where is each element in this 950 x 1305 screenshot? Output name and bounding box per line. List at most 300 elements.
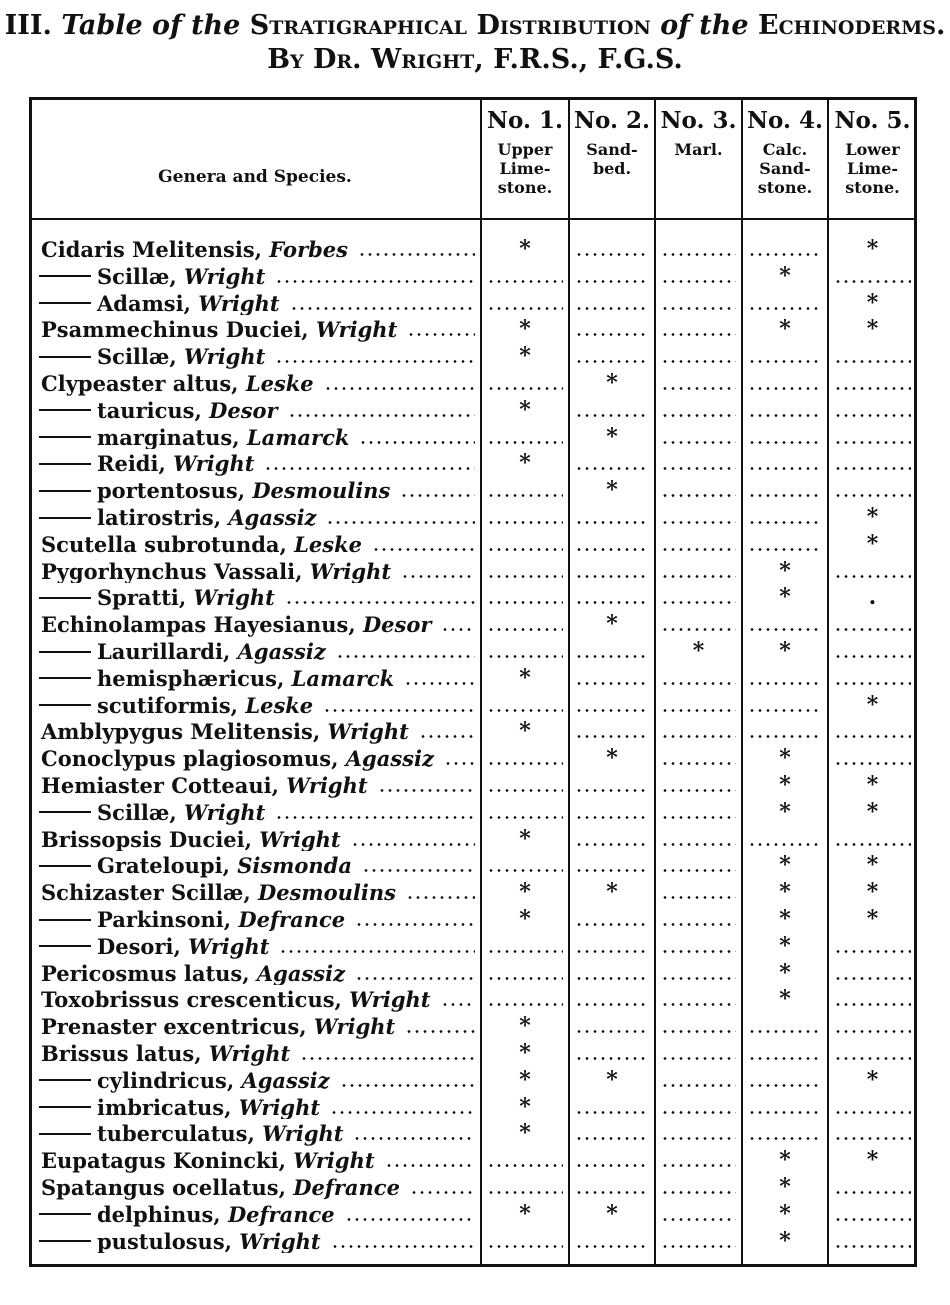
species-author: Wright — [173, 451, 255, 477]
table-row — [29, 1119, 917, 1146]
column-header-3 — [655, 97, 742, 159]
species-label — [29, 342, 479, 369]
occurrence-star: * — [779, 557, 791, 584]
occurrence-star: * — [779, 1174, 791, 1200]
mark-cell — [481, 610, 569, 637]
mark-cell — [828, 825, 917, 852]
species-text — [39, 1121, 343, 1146]
table-row — [29, 744, 917, 771]
table-row — [29, 851, 917, 878]
mark-cell — [569, 1227, 655, 1254]
mark-cell — [742, 503, 828, 530]
mark-cell — [742, 557, 828, 584]
species-label — [29, 1093, 479, 1120]
table-row — [29, 1200, 917, 1227]
species-label — [29, 959, 479, 986]
occurrence-star: * — [606, 879, 618, 906]
ditto-dash — [39, 1079, 91, 1081]
mark-cell — [569, 985, 655, 1012]
mark-cell — [569, 637, 655, 664]
mark-cell — [655, 262, 742, 289]
mark-cell — [481, 637, 569, 664]
occurrence-star: * — [866, 289, 879, 316]
mark-cell — [742, 825, 828, 852]
species-label — [29, 476, 479, 503]
leader-dots — [372, 548, 475, 551]
leader-dots — [330, 1111, 475, 1114]
species-name: Brissopsis Duciei, — [41, 826, 252, 852]
occurrence-star: * — [519, 343, 531, 370]
cell-dots — [748, 307, 822, 310]
mark-cell — [742, 771, 828, 798]
mark-cell — [742, 664, 828, 691]
cell-dots — [575, 1191, 649, 1194]
mark-cell — [569, 1066, 655, 1093]
cell-dots — [575, 816, 649, 819]
mark-cell — [655, 1093, 742, 1120]
mark-cell — [742, 289, 828, 316]
mark-cell — [569, 610, 655, 637]
table-bottom-border — [29, 1264, 917, 1267]
leader-dots — [441, 628, 475, 631]
occurrence-star: * — [779, 638, 791, 664]
cell-dots — [487, 441, 563, 444]
cell-dots — [661, 1003, 736, 1006]
occurrence-star: * — [519, 718, 531, 745]
cell-dots — [748, 1030, 822, 1033]
column-number: No. 5. — [834, 107, 911, 134]
mark-cell — [481, 664, 569, 691]
cell-dots — [575, 735, 649, 738]
mark-cell — [828, 530, 917, 557]
ditto-dash — [39, 1133, 91, 1135]
cell-dots — [748, 1084, 822, 1087]
mark-cell — [828, 1012, 917, 1039]
ditto-dash — [39, 1213, 91, 1215]
mark-cell — [828, 289, 917, 316]
species-author: Wright — [238, 1094, 321, 1120]
mark-cell — [742, 691, 828, 718]
column-number: No. 3. — [660, 107, 737, 134]
leader-dots — [355, 923, 475, 926]
species-label — [29, 851, 479, 878]
mark-cell — [742, 235, 828, 262]
mark-cell — [828, 449, 917, 476]
mark-cell — [742, 1093, 828, 1120]
leader-dots — [285, 601, 475, 604]
cell-dots — [487, 1245, 563, 1248]
mark-cell — [655, 557, 742, 584]
leader-dots — [359, 441, 475, 444]
table-row — [29, 342, 917, 369]
ditto-dash — [39, 517, 91, 519]
mark-cell — [569, 851, 655, 878]
species-name: Scutella subrotunda, — [41, 531, 287, 557]
ditto-dash — [39, 919, 91, 921]
species-text — [39, 1229, 321, 1254]
species-author: Wright — [184, 344, 266, 369]
mark-cell — [655, 342, 742, 369]
species-author: Wright — [327, 719, 409, 745]
cell-dots — [661, 923, 736, 926]
cell-dots — [748, 467, 822, 470]
mark-cell — [655, 530, 742, 557]
species-label — [29, 235, 479, 262]
species-name: Toxobrissus crescenticus, — [41, 987, 342, 1013]
cell-dots — [834, 494, 911, 497]
mark-cell — [569, 476, 655, 503]
species-name: Psammechinus Duciei, — [41, 317, 309, 343]
mark-cell — [828, 315, 917, 342]
species-name: Schizaster Scillæ, — [41, 880, 251, 905]
mark-cell — [742, 1200, 828, 1227]
species-author: Wright — [198, 290, 280, 316]
leader-dots — [441, 1003, 475, 1006]
occurrence-dot: . — [868, 584, 877, 611]
cell-dots — [661, 548, 736, 551]
occurrence-star: * — [606, 745, 618, 772]
occurrence-star: * — [866, 530, 879, 557]
cell-dots — [834, 977, 911, 980]
mark-cell — [569, 1173, 655, 1200]
mark-cell — [742, 905, 828, 932]
mark-cell — [655, 798, 742, 825]
title-italic-1: Table of the — [61, 10, 241, 41]
species-label — [29, 396, 479, 423]
cell-dots — [487, 655, 563, 658]
species-name: Conoclypus plagiosomus, — [41, 746, 339, 771]
species-text — [41, 1148, 375, 1173]
species-name: Eupatagus Konincki, — [41, 1148, 286, 1173]
mark-cell — [655, 1173, 742, 1200]
species-label — [29, 1039, 479, 1066]
cell-dots — [661, 896, 736, 899]
species-name: Brissus latus, — [41, 1041, 202, 1066]
species-text — [39, 398, 278, 423]
species-author: Agassiz — [237, 639, 326, 664]
mark-cell — [655, 1200, 742, 1227]
mark-cell — [481, 315, 569, 342]
cell-dots — [487, 494, 563, 497]
cell-dots — [834, 682, 911, 685]
mark-cell — [742, 262, 828, 289]
mark-cell — [655, 1119, 742, 1146]
cell-dots — [575, 521, 649, 524]
species-label — [29, 315, 479, 342]
cell-dots — [575, 280, 649, 283]
species-text — [41, 773, 368, 798]
cell-dots — [661, 950, 736, 953]
species-label — [29, 825, 479, 852]
species-name: pustulosus, — [97, 1228, 232, 1254]
mark-cell — [655, 905, 742, 932]
species-label — [29, 503, 479, 530]
species-text — [41, 961, 345, 986]
mark-cell — [828, 262, 917, 289]
species-name: latirostris, — [97, 505, 222, 530]
mark-cell — [569, 289, 655, 316]
mark-cell — [828, 557, 917, 584]
cell-dots — [834, 1191, 911, 1194]
leader-dots — [407, 333, 475, 336]
mark-cell — [655, 1227, 742, 1254]
column-number: No. 1. — [487, 107, 563, 134]
species-label — [29, 423, 479, 450]
mark-cell — [481, 449, 569, 476]
species-name: imbricatus, — [97, 1094, 232, 1120]
mark-cell — [481, 289, 569, 316]
species-name: Pygorhynchus Vassali, — [41, 558, 303, 584]
species-author: Lamarck — [246, 424, 350, 450]
leader-dots — [275, 360, 475, 363]
species-label — [29, 1146, 479, 1173]
table-author — [0, 44, 950, 75]
species-author: Wright — [309, 558, 392, 584]
mark-cell — [655, 449, 742, 476]
cell-dots — [834, 950, 911, 953]
mark-cell — [742, 610, 828, 637]
ditto-dash — [39, 865, 91, 867]
table-row — [29, 905, 917, 932]
distribution-table — [29, 97, 917, 1267]
cell-dots — [834, 1137, 911, 1140]
genera-header: Genera and Species. — [158, 167, 352, 187]
leader-dots — [288, 414, 475, 417]
leader-dots — [404, 682, 475, 685]
mark-cell — [655, 1146, 742, 1173]
species-text — [39, 907, 345, 932]
species-text — [41, 1175, 400, 1200]
cell-dots — [661, 575, 736, 578]
cell-dots — [487, 387, 563, 390]
mark-cell — [742, 449, 828, 476]
cell-dots — [575, 333, 649, 336]
cell-dots — [834, 1218, 911, 1221]
occurrence-star: * — [606, 611, 618, 638]
species-label — [29, 1012, 479, 1039]
species-text — [39, 478, 390, 503]
species-label — [29, 798, 479, 825]
occurrence-star: * — [779, 1147, 791, 1174]
cell-dots — [575, 253, 649, 256]
mark-cell — [742, 342, 828, 369]
cell-dots — [487, 307, 563, 310]
species-text — [41, 532, 362, 557]
leader-dots — [419, 735, 475, 738]
cell-dots — [661, 1164, 736, 1167]
mark-cell — [569, 1119, 655, 1146]
mark-cell — [481, 1173, 569, 1200]
table-row — [29, 637, 917, 664]
occurrence-star: * — [779, 262, 791, 289]
mark-cell — [481, 423, 569, 450]
occurrence-star: * — [866, 1066, 879, 1093]
mark-cell — [828, 691, 917, 718]
mark-cell — [481, 476, 569, 503]
mark-cell — [742, 744, 828, 771]
cell-dots — [661, 1057, 736, 1060]
cell-dots — [487, 1191, 563, 1194]
species-name: hemisphæricus, — [97, 665, 285, 691]
mark-cell — [569, 423, 655, 450]
table-row — [29, 1146, 917, 1173]
mark-cell — [481, 825, 569, 852]
species-text — [41, 612, 431, 637]
species-text — [39, 666, 394, 691]
species-text — [39, 1068, 330, 1093]
mark-cell — [828, 932, 917, 959]
mark-cell — [828, 1227, 917, 1254]
title-word-2: Echinoderms. — [757, 10, 946, 41]
mark-cell — [828, 798, 917, 825]
species-author: Wright — [239, 1228, 321, 1254]
species-name: portentosus, — [97, 478, 246, 503]
cell-dots — [661, 360, 736, 363]
occurrence-star: * — [519, 1040, 531, 1066]
mark-cell — [828, 905, 917, 932]
cell-dots — [748, 521, 822, 524]
column-number: No. 2. — [574, 107, 650, 134]
cell-dots — [487, 816, 563, 819]
mark-cell — [828, 583, 917, 610]
table-row — [29, 664, 917, 691]
leader-dots — [362, 869, 475, 872]
header-rule — [29, 218, 917, 220]
mark-cell — [481, 557, 569, 584]
mark-cell — [569, 959, 655, 986]
mark-cell — [481, 262, 569, 289]
occurrence-star: * — [779, 932, 791, 959]
cell-dots — [575, 869, 649, 872]
mark-cell — [655, 1039, 742, 1066]
cell-dots — [748, 360, 822, 363]
cell-dots — [748, 1057, 822, 1060]
species-text — [41, 1014, 395, 1039]
occurrence-star: * — [866, 1147, 879, 1174]
cell-dots — [748, 548, 822, 551]
column-header-4 — [742, 97, 828, 197]
cell-dots — [661, 521, 736, 524]
mark-cell — [828, 476, 917, 503]
mark-cell — [828, 851, 917, 878]
species-text — [41, 1041, 290, 1066]
cell-dots — [834, 441, 911, 444]
mark-cell — [742, 959, 828, 986]
mark-cell — [655, 959, 742, 986]
ditto-dash — [39, 945, 91, 947]
mark-cell — [828, 959, 917, 986]
mark-cell — [569, 315, 655, 342]
table-title — [0, 10, 950, 41]
column-header-5 — [828, 97, 917, 197]
mark-cell — [655, 1066, 742, 1093]
mark-cell — [828, 771, 917, 798]
cell-dots — [487, 521, 563, 524]
cell-dots — [575, 414, 649, 417]
mark-cell — [569, 771, 655, 798]
cell-dots — [575, 682, 649, 685]
mark-cell — [828, 717, 917, 744]
leader-dots — [351, 843, 475, 846]
occurrence-star: * — [779, 986, 791, 1013]
occurrence-star: * — [606, 370, 618, 396]
occurrence-star: * — [779, 798, 791, 825]
mark-cell — [655, 610, 742, 637]
cell-dots — [661, 307, 736, 310]
mark-cell — [828, 1066, 917, 1093]
occurrence-star: * — [779, 584, 791, 611]
table-row — [29, 985, 917, 1012]
cell-dots — [487, 762, 563, 765]
species-author: Wright — [184, 799, 266, 825]
species-name: Prenaster excentricus, — [41, 1014, 307, 1039]
cell-dots — [487, 1003, 563, 1006]
table-row — [29, 691, 917, 718]
mark-cell — [481, 1119, 569, 1146]
mark-cell — [742, 932, 828, 959]
cell-dots — [575, 789, 649, 792]
occurrence-star: * — [866, 316, 879, 343]
mark-cell — [828, 235, 917, 262]
occurrence-star: * — [606, 477, 618, 504]
mark-cell — [742, 1012, 828, 1039]
mark-cell — [569, 1039, 655, 1066]
mark-cell — [655, 878, 742, 905]
occurrence-star: * — [779, 772, 791, 798]
mark-cell — [655, 851, 742, 878]
occurrence-star: * — [866, 879, 879, 906]
occurrence-star: * — [519, 1066, 531, 1093]
cell-dots — [748, 1137, 822, 1140]
column-stratum: Lower Lime-stone. — [845, 140, 900, 197]
mark-cell — [828, 744, 917, 771]
table-row — [29, 798, 917, 825]
species-name: Spatangus ocellatus, — [41, 1175, 286, 1200]
leader-dots — [275, 280, 475, 283]
cell-dots — [575, 655, 649, 658]
species-label — [29, 771, 479, 798]
species-name: Pericosmus latus, — [41, 960, 250, 986]
ditto-dash — [39, 597, 91, 599]
species-label — [29, 530, 479, 557]
occurrence-star: * — [692, 638, 705, 664]
species-author: Desor — [209, 397, 278, 423]
mark-cell — [569, 396, 655, 423]
ditto-dash — [39, 356, 91, 358]
cell-dots — [834, 575, 911, 578]
ditto-dash — [39, 490, 91, 492]
leader-dots — [401, 575, 475, 578]
cell-dots — [575, 1111, 649, 1114]
table-row — [29, 262, 917, 289]
cell-dots — [748, 494, 822, 497]
cell-dots — [487, 869, 563, 872]
species-name: Hemiaster Cotteaui, — [41, 773, 279, 798]
cell-dots — [575, 360, 649, 363]
table-row — [29, 959, 917, 986]
table-row — [29, 235, 917, 262]
table-row — [29, 825, 917, 852]
cell-dots — [748, 414, 822, 417]
species-text — [39, 585, 275, 610]
species-author: Agassiz — [345, 746, 434, 771]
mark-cell — [569, 503, 655, 530]
species-author: Agassiz — [256, 960, 346, 986]
cell-dots — [661, 601, 736, 604]
species-name: Scillæ, — [97, 344, 177, 369]
species-author: Wright — [184, 263, 266, 289]
species-name: Adamsi, — [97, 290, 191, 316]
